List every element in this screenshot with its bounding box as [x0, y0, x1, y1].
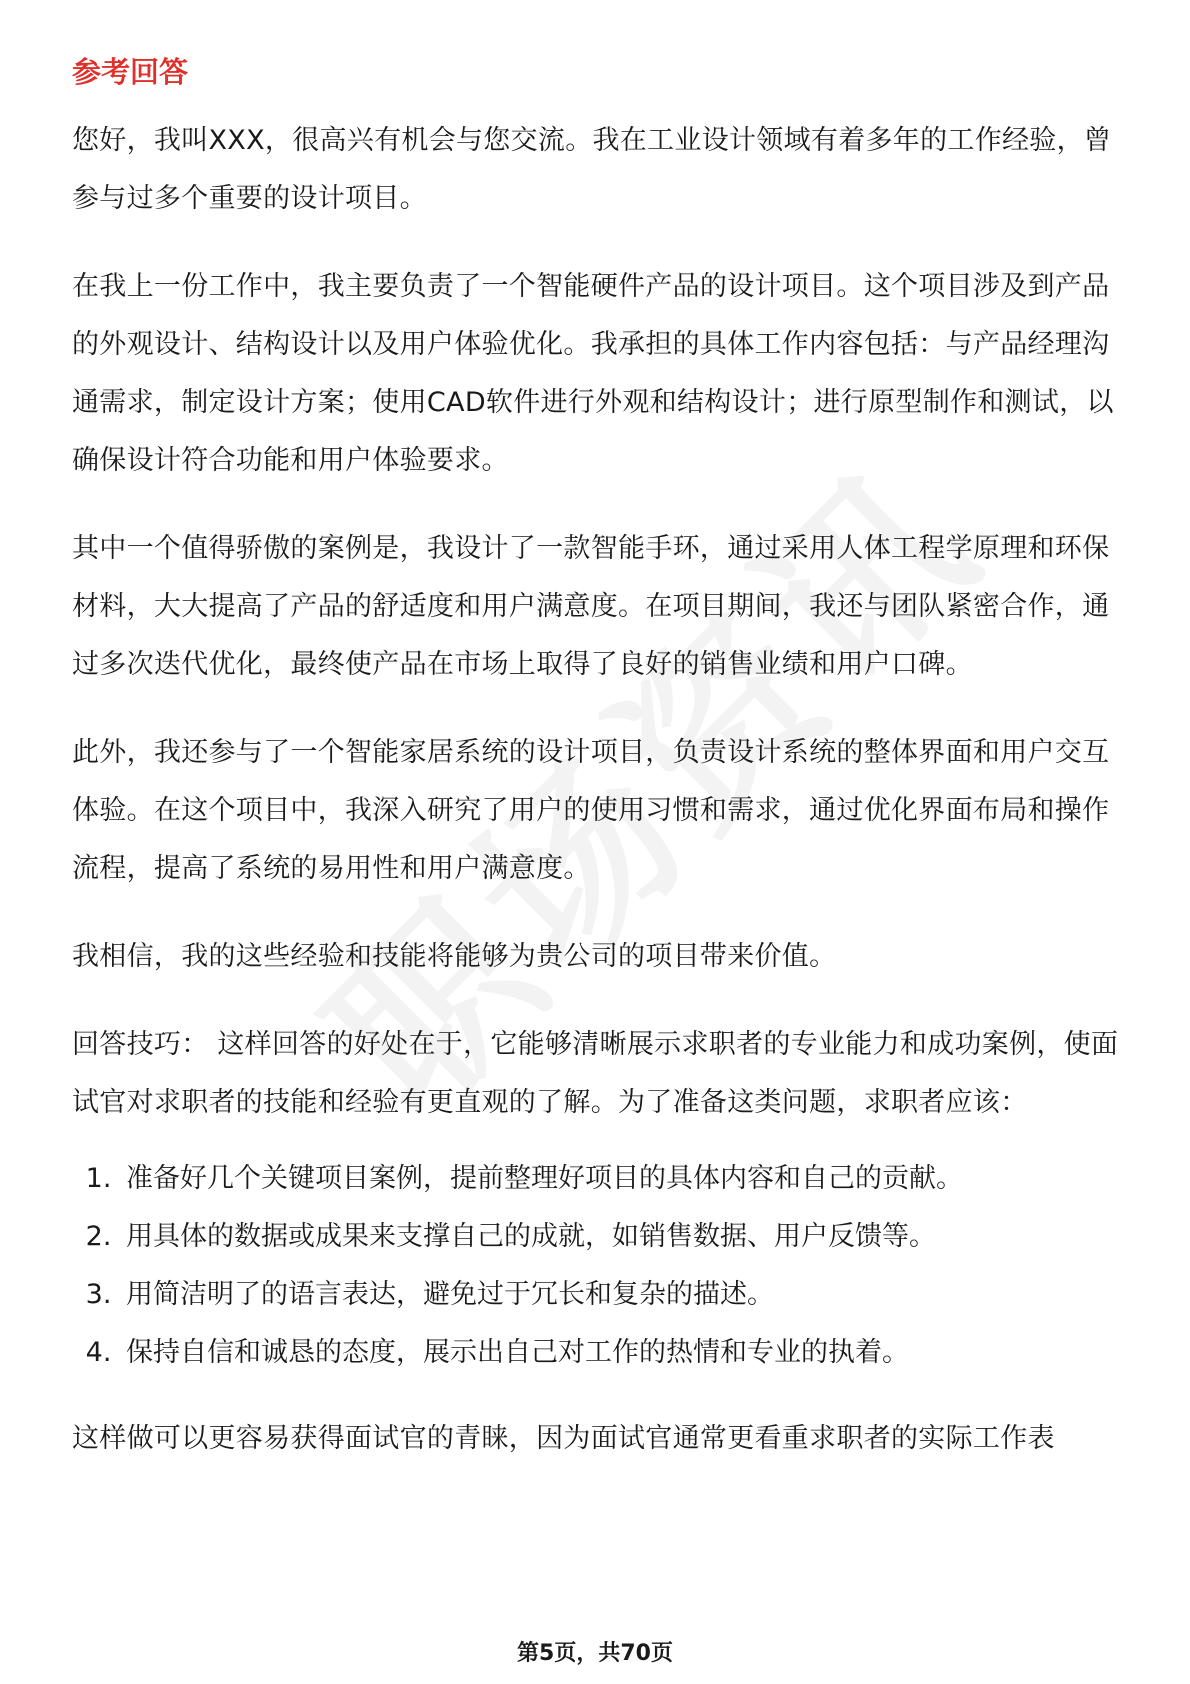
list-item: 3. 用简洁明了的语言表达，避免过于冗长和复杂的描述。 — [120, 1266, 1122, 1324]
page-number: 第5页，共70页 — [517, 1641, 673, 1666]
section-heading: 参考回答 — [72, 55, 189, 89]
paragraph-case-study: 其中一个值得骄傲的案例是，我设计了一款智能手环，通过采用人体工程学原理和环保材料，大大提高了产品的舒适度和用户满意度。在项目期间，我还与团队紧密合作，通过多次迭代优化，最终使产品在市场上取得了良好的销售业绩和用户口碑。 — [72, 533, 1110, 680]
paragraph-smart-home: 此外，我还参与了一个智能家居系统的设计项目，负责设计系统的整体界面和用户交互体验。在这个项目中，我深入研究了用户的使用习惯和需求，通过优化界面布局和操作流程，提高了系统的易用性和用户满意度。 — [72, 737, 1110, 884]
tips-list — [72, 1150, 1122, 1382]
list-item: 2. 用具体的数据或成果来支撑自己的成就，如销售数据、用户反馈等。 — [120, 1208, 1122, 1266]
paragraph-previous-job: 在我上一份工作中，我主要负责了一个智能硬件产品的设计项目。这个项目涉及到产品的外观设计、结构设计以及用户体验优化。我承担的具体工作内容包括：与产品经理沟通需求，制定设计方案；使用CAD软件进行外观和结构设计；进行原型制作和测试，以确保设计符合功能和用户体验要求。 — [72, 271, 1114, 476]
paragraph-tips-intro: 回答技巧： 这样回答的好处在于，它能够清晰展示求职者的专业能力和成功案例，使面试官对求职者的技能和经验有更直观的了解。为了准备这类问题，求职者应该： — [72, 1029, 1119, 1118]
paragraph-closing: 这样做可以更容易获得面试官的青睐，因为面试官通常更看重求职者的实际工作表 — [72, 1423, 1055, 1454]
list-item: 4. 保持自信和诚恳的态度，展示出自己对工作的热情和专业的执着。 — [120, 1324, 1122, 1382]
paragraph-intro: 您好，我叫XXX，很高兴有机会与您交流。我在工业设计领域有着多年的工作经验，曾参与过多个重要的设计项目。 — [72, 125, 1112, 214]
list-item: 1. 准备好几个关键项目案例，提前整理好项目的具体内容和自己的贡献。 — [120, 1150, 1122, 1208]
paragraph-value: 我相信，我的这些经验和技能将能够为贵公司的项目带来价值。 — [72, 941, 837, 972]
page-content — [72, 40, 1122, 1498]
